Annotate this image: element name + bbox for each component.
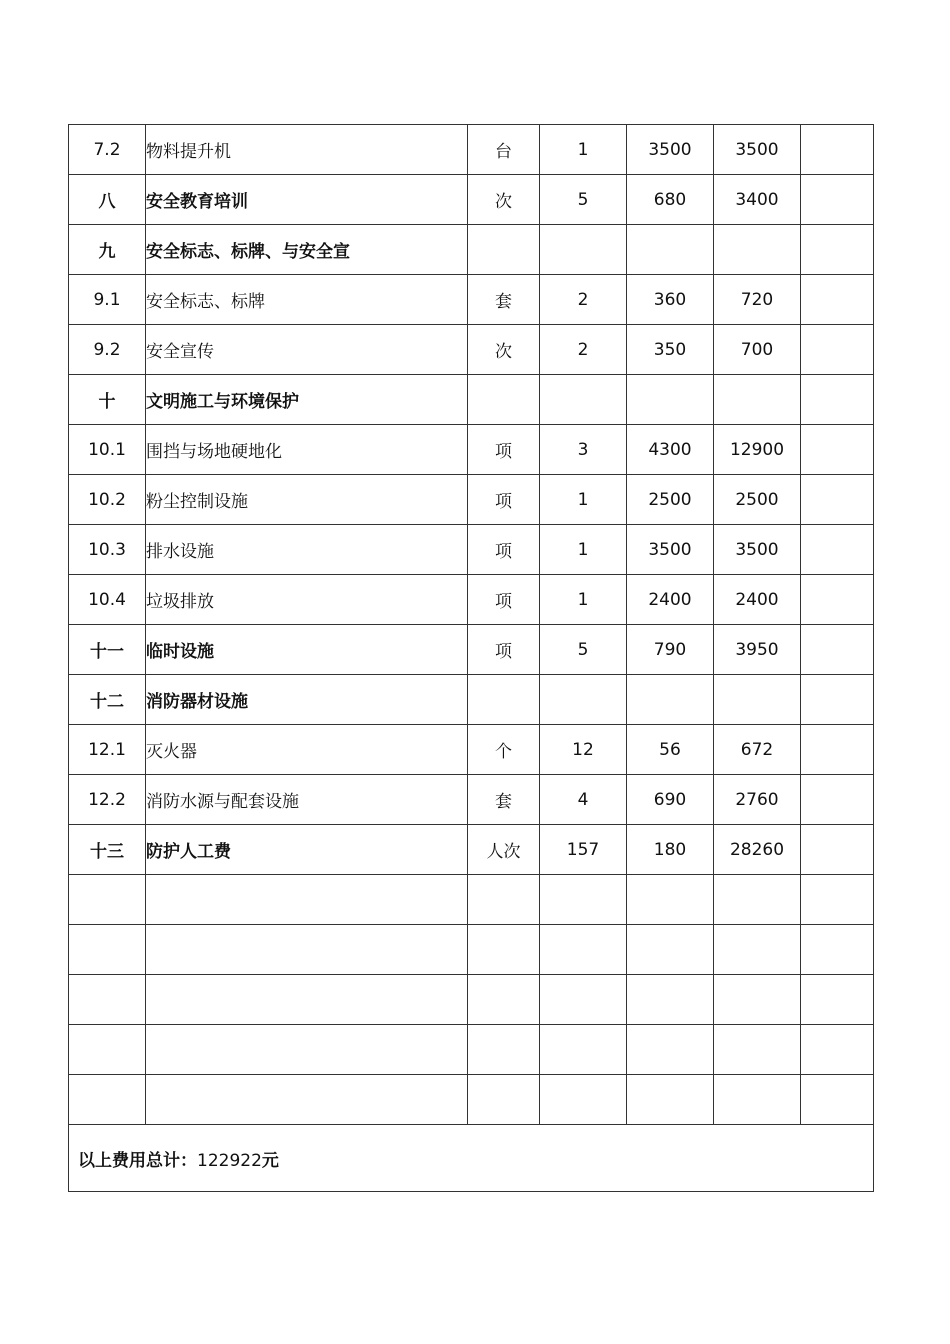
table-row [69,225,874,275]
item-name [146,575,468,625]
unit-cell [468,575,540,625]
amount-cell [714,475,801,525]
row-number [69,675,146,725]
row-number [69,625,146,675]
remark-cell [801,325,874,375]
unit-price-cell [627,725,714,775]
total-unit: 元 [261,1150,279,1171]
unit-cell [468,425,540,475]
unit-cell [468,525,540,575]
quantity-cell [540,175,627,225]
unit-price-cell [627,1025,714,1075]
unit-cell-text: 个 [495,742,512,762]
unit-price-cell-text: 2500 [648,489,692,510]
item-name [146,525,468,575]
quantity-cell-text: 5 [577,189,589,210]
row-number-text: 10.3 [88,539,126,560]
item-name-text: 灭火器 [146,742,197,762]
row-number-text: 十二 [90,692,124,712]
item-name [146,825,468,875]
unit-cell [468,325,540,375]
unit-price-cell [627,975,714,1025]
quantity-cell-text: 1 [577,589,589,610]
amount-cell [714,225,801,275]
quantity-cell [540,775,627,825]
row-number [69,825,146,875]
quantity-cell [540,925,627,975]
unit-cell-text: 项 [495,642,512,662]
table-row [69,475,874,525]
amount-cell-text: 2500 [735,489,779,510]
unit-cell [468,125,540,175]
row-number [69,325,146,375]
amount-cell [714,825,801,875]
quantity-cell-text: 2 [577,339,589,360]
table-row [69,1025,874,1075]
item-name [146,675,468,725]
amount-cell-text: 3400 [735,189,779,210]
unit-cell-text: 套 [495,292,512,312]
item-name [146,925,468,975]
item-name-text: 粉尘控制设施 [146,492,248,512]
total-value: 122922 [197,1150,262,1171]
unit-price-cell [627,1075,714,1125]
quantity-cell-text: 1 [577,539,589,560]
table-row [69,975,874,1025]
row-number [69,275,146,325]
cost-table [68,124,874,1192]
quantity-cell-text: 5 [577,639,589,660]
unit-cell [468,275,540,325]
row-number-text: 十一 [90,642,124,662]
remark-cell [801,125,874,175]
quantity-cell-text: 12 [572,739,594,760]
row-number [69,975,146,1025]
unit-price-cell [627,275,714,325]
amount-cell [714,725,801,775]
row-number [69,425,146,475]
amount-cell-text: 3500 [735,539,779,560]
remark-cell [801,575,874,625]
amount-cell [714,175,801,225]
remark-cell [801,775,874,825]
item-name [146,975,468,1025]
row-number-text: 10.2 [88,489,126,510]
row-number [69,225,146,275]
remark-cell [801,475,874,525]
row-number-text: 十三 [90,842,124,862]
unit-price-cell [627,625,714,675]
item-name [146,425,468,475]
row-number-text: 八 [98,192,116,212]
unit-price-cell [627,875,714,925]
unit-price-cell [627,925,714,975]
unit-cell [468,1075,540,1125]
quantity-cell [540,575,627,625]
unit-cell [468,825,540,875]
unit-cell [468,975,540,1025]
quantity-cell [540,275,627,325]
item-name-text: 临时设施 [146,642,214,662]
unit-cell [468,925,540,975]
amount-cell-text: 720 [740,289,774,310]
unit-cell [468,1025,540,1075]
quantity-cell [540,1025,627,1075]
item-name-text: 安全标志、标牌、与安全宣 [146,242,350,262]
unit-cell-text: 台 [495,142,512,162]
table-row [69,175,874,225]
table-row [69,775,874,825]
unit-price-cell-text: 690 [653,789,687,810]
row-number [69,875,146,925]
quantity-cell [540,975,627,1025]
unit-price-cell-text: 3500 [648,139,692,160]
amount-cell [714,625,801,675]
row-number-text: 10.4 [88,589,126,610]
row-number [69,125,146,175]
unit-cell [468,875,540,925]
quantity-cell [540,425,627,475]
item-name [146,725,468,775]
unit-price-cell [627,225,714,275]
amount-cell [714,925,801,975]
unit-price-cell-text: 680 [653,189,687,210]
unit-price-cell-text: 350 [653,339,687,360]
unit-price-cell-text: 360 [653,289,687,310]
total-cell [69,1125,874,1192]
unit-cell-text: 次 [495,192,512,212]
amount-cell [714,125,801,175]
quantity-cell-text: 4 [577,789,589,810]
unit-cell-text: 套 [495,792,512,812]
row-number [69,375,146,425]
unit-cell [468,675,540,725]
item-name [146,125,468,175]
quantity-cell [540,325,627,375]
amount-cell-text: 3950 [735,639,779,660]
quantity-cell [540,225,627,275]
quantity-cell-text: 1 [577,489,589,510]
row-number-text: 12.1 [88,739,126,760]
amount-cell [714,1075,801,1125]
quantity-cell [540,125,627,175]
item-name-text: 消防水源与配套设施 [146,792,299,812]
quantity-cell-text: 3 [577,439,589,460]
quantity-cell [540,625,627,675]
remark-cell [801,1025,874,1075]
unit-cell-text: 人次 [486,842,521,862]
table-row [69,725,874,775]
total-label: 以上费用总计： [78,1150,197,1171]
amount-cell-text: 28260 [729,839,785,860]
unit-price-cell [627,425,714,475]
remark-cell [801,725,874,775]
item-name-text: 排水设施 [146,542,214,562]
row-number [69,775,146,825]
row-number-text: 十 [98,392,116,412]
quantity-cell [540,875,627,925]
row-number [69,475,146,525]
remark-cell [801,925,874,975]
item-name-text: 文明施工与环境保护 [146,392,299,412]
quantity-cell [540,675,627,725]
unit-price-cell-text: 2400 [648,589,692,610]
item-name-text: 安全标志、标牌 [146,292,265,312]
item-name [146,875,468,925]
item-name [146,225,468,275]
amount-cell [714,525,801,575]
item-name-text: 围挡与场地硬地化 [146,442,282,462]
row-number [69,175,146,225]
row-number [69,575,146,625]
table-row [69,575,874,625]
unit-cell-text: 次 [495,342,512,362]
table-row [69,125,874,175]
item-name-text: 垃圾排放 [146,592,214,612]
unit-cell-text: 项 [495,592,512,612]
unit-price-cell-text: 3500 [648,539,692,560]
amount-cell [714,1025,801,1075]
remark-cell [801,975,874,1025]
unit-price-cell [627,475,714,525]
row-number-text: 9.1 [93,289,121,310]
row-number [69,925,146,975]
unit-price-cell [627,675,714,725]
remark-cell [801,675,874,725]
quantity-cell-text: 157 [566,839,600,860]
row-number-text: 12.2 [88,789,126,810]
unit-cell [468,375,540,425]
amount-cell-text: 2400 [735,589,779,610]
row-number-text: 10.1 [88,439,126,460]
item-name [146,175,468,225]
remark-cell [801,375,874,425]
table-row [69,875,874,925]
remark-cell [801,825,874,875]
unit-price-cell [627,325,714,375]
unit-price-cell-text: 4300 [648,439,692,460]
unit-cell [468,225,540,275]
unit-cell [468,625,540,675]
table-row [69,375,874,425]
remark-cell [801,525,874,575]
remark-cell [801,425,874,475]
table-row [69,425,874,475]
remark-cell [801,625,874,675]
amount-cell-text: 3500 [735,139,779,160]
unit-price-cell [627,175,714,225]
item-name-text: 安全宣传 [146,342,214,362]
row-number [69,725,146,775]
quantity-cell [540,725,627,775]
quantity-cell [540,375,627,425]
unit-cell [468,725,540,775]
unit-cell-text: 项 [495,442,512,462]
item-name [146,275,468,325]
amount-cell [714,275,801,325]
amount-cell [714,775,801,825]
table-row [69,625,874,675]
table-row [69,675,874,725]
unit-cell-text: 项 [495,542,512,562]
amount-cell-text: 672 [740,739,774,760]
amount-cell-text: 12900 [729,439,785,460]
unit-cell [468,475,540,525]
amount-cell [714,575,801,625]
table-row [69,325,874,375]
unit-cell [468,775,540,825]
table-row [69,1075,874,1125]
unit-price-cell [627,825,714,875]
quantity-cell [540,1075,627,1125]
item-name [146,325,468,375]
unit-price-cell [627,525,714,575]
table-row [69,925,874,975]
row-number [69,1025,146,1075]
quantity-cell [540,475,627,525]
table-body [69,125,874,1125]
unit-price-cell [627,775,714,825]
amount-cell [714,425,801,475]
table-row [69,275,874,325]
item-name [146,775,468,825]
item-name-text: 消防器材设施 [146,692,248,712]
unit-price-cell-text: 790 [653,639,687,660]
remark-cell [801,225,874,275]
quantity-cell-text: 1 [577,139,589,160]
amount-cell-text: 2760 [735,789,779,810]
table-row [69,825,874,875]
unit-price-cell-text: 180 [653,839,687,860]
remark-cell [801,875,874,925]
row-number-text: 9.2 [93,339,121,360]
amount-cell [714,325,801,375]
remark-cell [801,175,874,225]
item-name [146,1025,468,1075]
row-number-text: 九 [98,242,116,262]
row-number-text: 7.2 [93,139,121,160]
row-number [69,525,146,575]
amount-cell-text: 700 [740,339,774,360]
unit-price-cell [627,575,714,625]
item-name [146,375,468,425]
amount-cell [714,675,801,725]
remark-cell [801,275,874,325]
amount-cell [714,875,801,925]
unit-price-cell-text: 56 [659,739,681,760]
quantity-cell [540,825,627,875]
amount-cell [714,975,801,1025]
unit-price-cell [627,125,714,175]
total-row [69,1125,874,1192]
remark-cell [801,1075,874,1125]
amount-cell [714,375,801,425]
quantity-cell [540,525,627,575]
item-name [146,475,468,525]
quantity-cell-text: 2 [577,289,589,310]
unit-cell [468,175,540,225]
table-row [69,525,874,575]
item-name [146,625,468,675]
item-name-text: 防护人工费 [146,842,231,862]
item-name-text: 安全教育培训 [146,192,248,212]
item-name [146,1075,468,1125]
unit-price-cell [627,375,714,425]
row-number [69,1075,146,1125]
item-name-text: 物料提升机 [146,142,231,162]
unit-cell-text: 项 [495,492,512,512]
